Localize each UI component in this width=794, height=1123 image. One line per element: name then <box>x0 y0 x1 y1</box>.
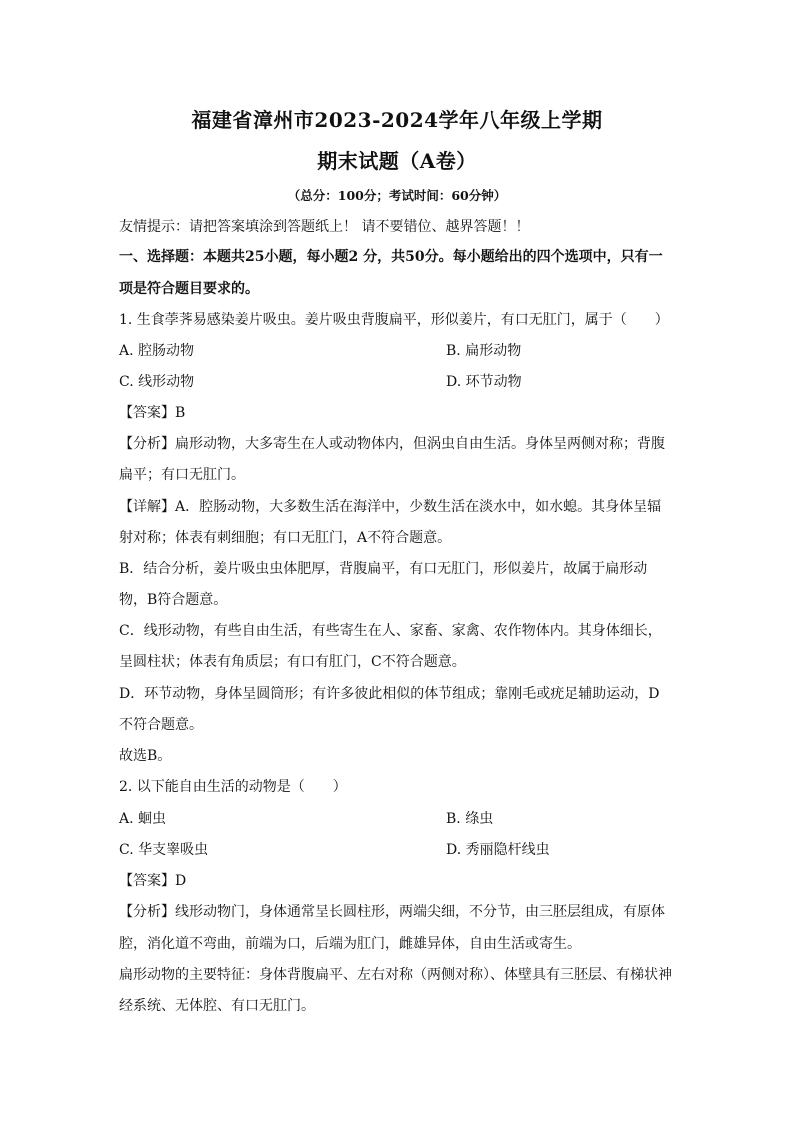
q2-option-c: C. 华支睾吸虫 <box>119 842 209 858</box>
q1-conclusion: 故选B。 <box>119 748 172 764</box>
q1-detail-line3: B．结合分析，姜片吸虫虫体肥厚，背腹扁平，有口无肛门，形似姜片，故属于扁形动 <box>119 561 648 577</box>
q1-analysis-line2: 扁平；有口无肛门。 <box>119 467 245 483</box>
q1-option-a: A. 腔肠动物 <box>119 343 195 359</box>
q1-detail-line5: C．线形动物，有些自由生活，有些寄生在人、家畜、家禽、农作物体内。其身体细长， <box>119 623 662 639</box>
exam-info: （总分：100分；考试时间：60分钟） <box>287 188 507 203</box>
q1-option-d: D. 环节动物 <box>446 374 522 390</box>
q1-option-b: B. 扁形动物 <box>446 343 522 359</box>
q1-analysis-line1: 【分析】扁形动物，大多寄生在人或动物体内，但涡虫自由生活。身体呈两侧对称；背腹 <box>119 436 665 452</box>
q1-answer: 【答案】B <box>119 405 186 421</box>
q2-stem: 2. 以下能自由生活的动物是（ ） <box>119 779 347 795</box>
q2-answer: 【答案】D <box>119 873 187 889</box>
tip-text: 友情提示：请把答案填涂到答题纸上！ 请不要错位、越界答题！！ <box>119 219 530 235</box>
q1-detail-line8: 不符合题意。 <box>119 717 203 733</box>
q1-option-c: C. 线形动物 <box>119 374 195 390</box>
q2-analysis-line3: 扁形动物的主要特征：身体背腹扁平、左右对称（两侧对称）、体壁具有三胚层、有梯状神 <box>119 967 672 983</box>
q1-detail-line6: 呈圆柱状；体表有角质层；有口有肛门，C不符合题意。 <box>119 654 466 670</box>
q2-option-b: B. 绦虫 <box>446 811 494 827</box>
q1-detail-line2: 射对称；体表有刺细胞；有口无肛门，A不符合题意。 <box>119 530 452 546</box>
q2-option-d: D. 秀丽隐杆线虫 <box>446 842 550 858</box>
q1-stem: 1. 生食荸荠易感染姜片吸虫。姜片吸虫背腹扁平，形似姜片，有口无肛门，属于（ ） <box>119 312 669 328</box>
q2-analysis-line1: 【分析】线形动物门，身体通常呈长圆柱形，两端尖细，不分节，由三胚层组成，有原体 <box>119 904 665 920</box>
q2-option-a: A. 蛔虫 <box>119 811 167 827</box>
q2-analysis-line2: 腔，消化道不弯曲，前端为口，后端为肛门，雌雄异体，自由生活或寄生。 <box>119 936 581 952</box>
q1-detail-line1: 【详解】A．腔肠动物，大多数生活在海洋中，少数生活在淡水中，如水螅。其身体呈辐 <box>119 499 662 515</box>
page-title-line1: 福建省漳州市2023-2024学年八年级上学期 <box>191 108 603 132</box>
page-title-line2: 期末试题（A卷） <box>317 149 477 173</box>
section-heading-line2: 项是符合题目要求的。 <box>119 281 259 297</box>
q1-detail-line4: 物，B符合题意。 <box>119 592 228 608</box>
section-heading-line1: 一、选择题：本题共25小题，每小题2 分，共50分。每小题给出的四个选项中，只有一 <box>119 249 663 265</box>
q2-analysis-line4: 经系统、无体腔、有口无肛门。 <box>119 998 315 1014</box>
q1-detail-line7: D．环节动物，身体呈圆筒形；有许多彼此相似的体节组成；靠刚毛或疣足辅助运动，D <box>119 686 660 702</box>
